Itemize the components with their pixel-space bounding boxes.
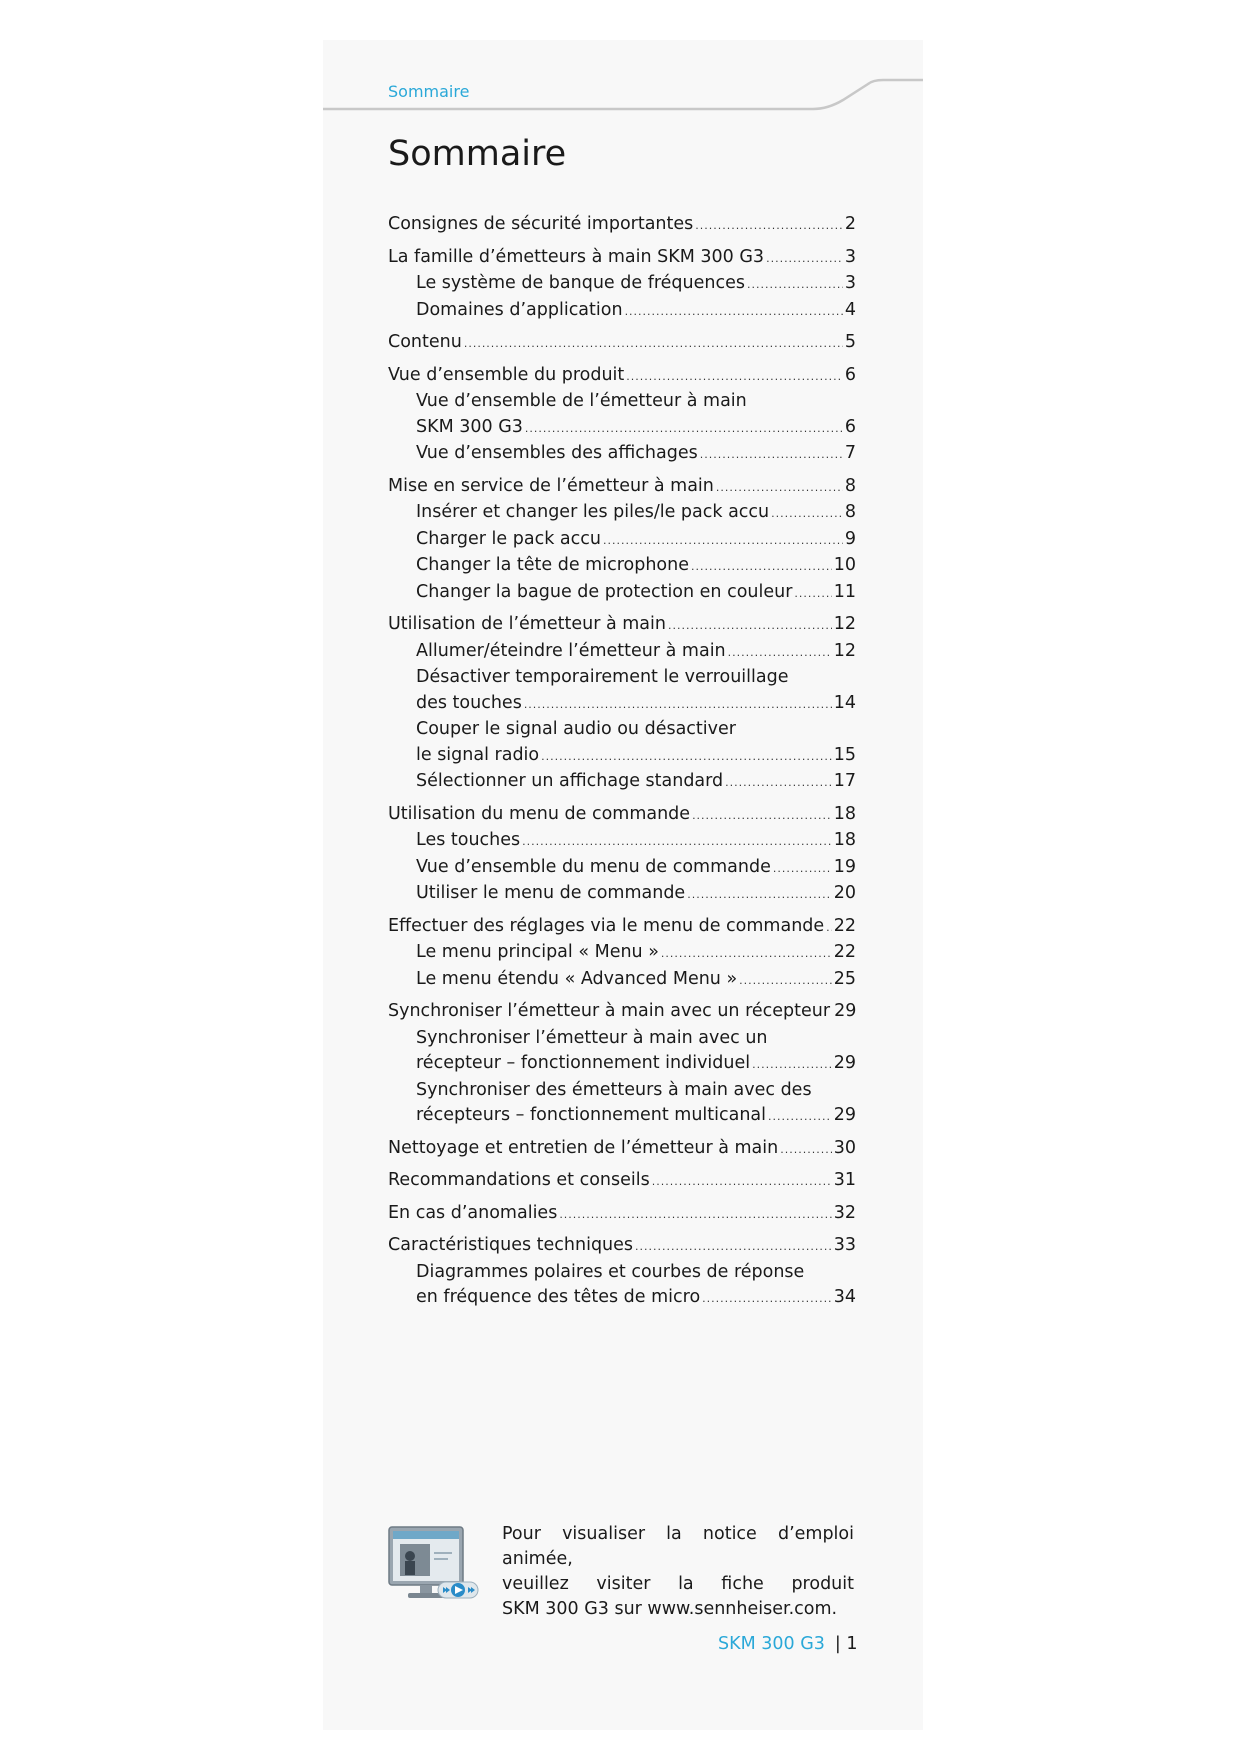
toc-entry-label: Utilisation du menu de commande bbox=[388, 803, 691, 824]
note-line: Pour visualiser la notice d’emploi animée, bbox=[502, 1524, 854, 1569]
toc-entry[interactable] bbox=[388, 245, 856, 272]
toc-page-number: 20 bbox=[833, 883, 856, 903]
toc-leader-dots bbox=[525, 416, 843, 442]
toc-entry-label: Utilisation de l’émetteur à main bbox=[388, 614, 666, 634]
toc-leader-dots bbox=[522, 829, 832, 855]
toc-page-number: 29 bbox=[834, 1001, 857, 1021]
toc-page-number: 29 bbox=[833, 1105, 856, 1125]
toc-entry-label: Vue d’ensemble du menu de commande bbox=[416, 856, 771, 877]
toc-page-number: 10 bbox=[833, 555, 856, 575]
toc-leader-dots bbox=[661, 941, 832, 967]
toc-entry[interactable] bbox=[388, 1136, 856, 1163]
toc-subentry[interactable] bbox=[388, 769, 856, 796]
toc-entry-label: en fréquence des têtes de micro bbox=[416, 1287, 701, 1307]
toc-leader-dots bbox=[524, 692, 832, 718]
toc-page-number: 11 bbox=[833, 581, 856, 602]
toc-page-number: 19 bbox=[833, 856, 856, 877]
toc-page-number: 25 bbox=[833, 968, 856, 989]
toc-page-number: 4 bbox=[844, 299, 856, 320]
toc-entry[interactable] bbox=[388, 330, 856, 357]
toc-subentry[interactable] bbox=[388, 1285, 856, 1312]
toc-leader-dots bbox=[747, 272, 843, 298]
toc-entry[interactable] bbox=[388, 999, 856, 1026]
toc-subentry-first-line[interactable]: Vue d’ensemble de l’émetteur à main bbox=[416, 391, 747, 411]
toc-subentry-first-line[interactable]: Synchroniser des émetteurs à main avec des bbox=[416, 1079, 812, 1100]
toc-leader-dots bbox=[687, 882, 832, 908]
toc-page-number: 3 bbox=[844, 246, 856, 267]
toc-entry-label: Synchroniser l’émetteur à main avec un récepteur bbox=[388, 1001, 831, 1021]
toc-entry[interactable] bbox=[388, 212, 856, 239]
toc-subentry[interactable] bbox=[388, 1051, 856, 1078]
toc-page-number: 7 bbox=[844, 443, 856, 463]
toc-entry-label: Changer la bague de protection en couleur bbox=[416, 581, 793, 602]
toc-entry-label: Vue d’ensemble du produit bbox=[388, 364, 625, 385]
toc-leader-dots bbox=[626, 364, 843, 390]
toc-leader-dots bbox=[771, 501, 843, 527]
toc-entry-label: Nettoyage et entretien de l’émetteur à main bbox=[388, 1137, 779, 1158]
toc-leader-dots bbox=[766, 246, 843, 272]
toc-subentry[interactable] bbox=[388, 415, 856, 442]
toc-leader-dots bbox=[768, 1104, 832, 1130]
toc-entry-label: Recommandations et conseils bbox=[388, 1170, 650, 1190]
toc-subentry[interactable] bbox=[388, 298, 856, 325]
toc-page-number: 31 bbox=[833, 1170, 856, 1190]
toc-leader-dots bbox=[739, 968, 832, 994]
toc-entry-label: Consignes de sécurité importantes bbox=[388, 214, 694, 234]
toc-entry-label: des touches bbox=[416, 692, 522, 713]
toc-subentry[interactable] bbox=[388, 639, 856, 666]
toc-page-number: 33 bbox=[833, 1235, 856, 1255]
animated-manual-monitor-icon[interactable] bbox=[388, 1526, 480, 1602]
footer-page-number: 1 bbox=[846, 1634, 858, 1654]
toc-leader-dots bbox=[625, 299, 843, 325]
toc-entry-label: Allumer/éteindre l’émetteur à main bbox=[416, 640, 726, 661]
toc-entry-label: SKM 300 G3 bbox=[416, 416, 523, 437]
toc-page-number: 22 bbox=[833, 942, 856, 962]
toc-entry[interactable] bbox=[388, 363, 856, 390]
toc-entry-label: récepteur – fonctionnement individuel bbox=[416, 1053, 751, 1073]
toc-entry[interactable] bbox=[388, 1233, 856, 1260]
toc-entry[interactable] bbox=[388, 612, 856, 639]
toc-page-number: 8 bbox=[844, 475, 856, 496]
toc-subentry[interactable] bbox=[388, 580, 856, 607]
table-of-contents bbox=[388, 212, 856, 1312]
toc-page-number: 15 bbox=[833, 744, 856, 765]
toc-page-number: 9 bbox=[844, 528, 856, 549]
toc-entry[interactable] bbox=[388, 1168, 856, 1195]
toc-leader-dots bbox=[780, 1137, 831, 1163]
toc-entry-label: Le système de banque de fréquences bbox=[416, 273, 745, 293]
toc-leader-dots bbox=[725, 770, 832, 796]
toc-subentry-first-line[interactable]: Diagrammes polaires et courbes de réponse bbox=[416, 1261, 805, 1282]
toc-page-number: 18 bbox=[833, 830, 856, 850]
toc-subentry[interactable] bbox=[388, 500, 856, 527]
toc-page-number: 6 bbox=[844, 416, 856, 437]
toc-leader-dots bbox=[752, 1052, 832, 1078]
toc-subentry-first-line[interactable]: Couper le signal audio ou désactiver bbox=[416, 719, 736, 739]
toc-entry-label: En cas d’anomalies bbox=[388, 1202, 558, 1223]
toc-subentry[interactable] bbox=[388, 527, 856, 554]
toc-entry-label: Utiliser le menu de commande bbox=[416, 883, 686, 903]
toc-leader-dots bbox=[728, 640, 832, 666]
toc-leader-dots bbox=[603, 528, 843, 554]
footer-separator: | bbox=[834, 1634, 841, 1654]
toc-page-number: 3 bbox=[844, 273, 856, 293]
toc-subentry[interactable] bbox=[388, 691, 856, 718]
toc-subentry[interactable] bbox=[388, 967, 856, 994]
toc-entry[interactable] bbox=[388, 802, 856, 829]
toc-page-number: 32 bbox=[833, 1202, 856, 1223]
toc-page-number: 5 bbox=[844, 332, 856, 352]
toc-entry-label: le signal radio bbox=[416, 744, 540, 765]
toc-page-number: 22 bbox=[833, 915, 856, 936]
toc-page-number: 30 bbox=[833, 1137, 856, 1158]
toc-subentry-first-line[interactable]: Synchroniser l’émetteur à main avec un bbox=[416, 1027, 768, 1048]
toc-entry-label: Changer la tête de microphone bbox=[416, 555, 689, 575]
toc-leader-dots bbox=[700, 442, 843, 468]
toc-page-number: 18 bbox=[833, 803, 856, 824]
toc-entry-label: Contenu bbox=[388, 332, 462, 352]
toc-page-number: 8 bbox=[844, 502, 856, 522]
toc-leader-dots bbox=[794, 581, 831, 607]
toc-entry-label: Caractéristiques techniques bbox=[388, 1235, 634, 1255]
toc-entry-label: Domaines d’application bbox=[416, 299, 623, 320]
toc-leader-dots bbox=[464, 331, 843, 357]
toc-entry-label: Le menu principal « Menu » bbox=[416, 942, 659, 962]
toc-subentry[interactable] bbox=[388, 940, 856, 967]
toc-subentry-first-line[interactable]: Désactiver temporairement le verrouillage bbox=[416, 667, 789, 687]
toc-page-number: 34 bbox=[833, 1287, 856, 1307]
toc-leader-dots bbox=[702, 1286, 832, 1312]
toc-entry-label: Insérer et changer les piles/le pack accu bbox=[416, 502, 770, 522]
toc-entry-label: La famille d’émetteurs à main SKM 300 G3 bbox=[388, 246, 765, 267]
toc-subentry[interactable] bbox=[388, 881, 856, 908]
toc-page-number: 2 bbox=[844, 214, 856, 234]
toc-subentry[interactable] bbox=[388, 855, 856, 882]
toc-entry-label: Sélectionner un affichage standard bbox=[416, 771, 724, 791]
animated-manual-note bbox=[502, 1522, 854, 1622]
header-section-label: Sommaire bbox=[388, 82, 470, 101]
note-line: SKM 300 G3 sur www.sennheiser.com. bbox=[502, 1599, 838, 1619]
toc-leader-dots bbox=[826, 915, 832, 941]
footer-model-name: SKM 300 G3 bbox=[718, 1634, 825, 1654]
toc-entry-label: Charger le pack accu bbox=[416, 528, 601, 549]
toc-page-number: 6 bbox=[844, 364, 856, 385]
toc-subentry[interactable] bbox=[388, 1103, 856, 1130]
toc-leader-dots bbox=[695, 213, 843, 239]
toc-subentry[interactable] bbox=[388, 271, 856, 298]
toc-page-number: 14 bbox=[833, 692, 856, 713]
toc-leader-dots bbox=[716, 475, 843, 501]
toc-leader-dots bbox=[691, 554, 832, 580]
toc-entry[interactable] bbox=[388, 914, 856, 941]
toc-subentry[interactable] bbox=[388, 743, 856, 770]
page-footer bbox=[718, 1634, 858, 1654]
toc-entry-label: récepteurs – fonctionnement multicanal bbox=[416, 1105, 767, 1125]
note-line: veuillez visiter la fiche produit bbox=[502, 1574, 854, 1594]
toc-page-number: 29 bbox=[833, 1053, 856, 1073]
toc-leader-dots bbox=[541, 744, 832, 770]
toc-subentry[interactable] bbox=[388, 828, 856, 855]
toc-entry-label: Mise en service de l’émetteur à main bbox=[388, 475, 714, 496]
toc-leader-dots bbox=[668, 613, 832, 639]
toc-leader-dots bbox=[559, 1202, 831, 1228]
toc-entry-label: Le menu étendu « Advanced Menu » bbox=[416, 968, 738, 989]
toc-leader-dots bbox=[692, 803, 832, 829]
toc-leader-dots bbox=[635, 1234, 832, 1260]
toc-leader-dots bbox=[652, 1169, 832, 1195]
toc-page-number: 12 bbox=[833, 614, 856, 634]
toc-subentry[interactable] bbox=[388, 441, 856, 468]
toc-subentry[interactable] bbox=[388, 553, 856, 580]
toc-entry-label: Effectuer des réglages via le menu de commande bbox=[388, 915, 825, 936]
toc-page-number: 17 bbox=[833, 771, 856, 791]
toc-entry[interactable] bbox=[388, 1201, 856, 1228]
toc-entry-label: Vue d’ensembles des affichages bbox=[416, 443, 698, 463]
toc-page-number: 12 bbox=[833, 640, 856, 661]
page-title: Sommaire bbox=[388, 134, 567, 174]
toc-entry-label: Les touches bbox=[416, 830, 521, 850]
toc-entry[interactable] bbox=[388, 474, 856, 501]
toc-leader-dots bbox=[773, 856, 832, 882]
